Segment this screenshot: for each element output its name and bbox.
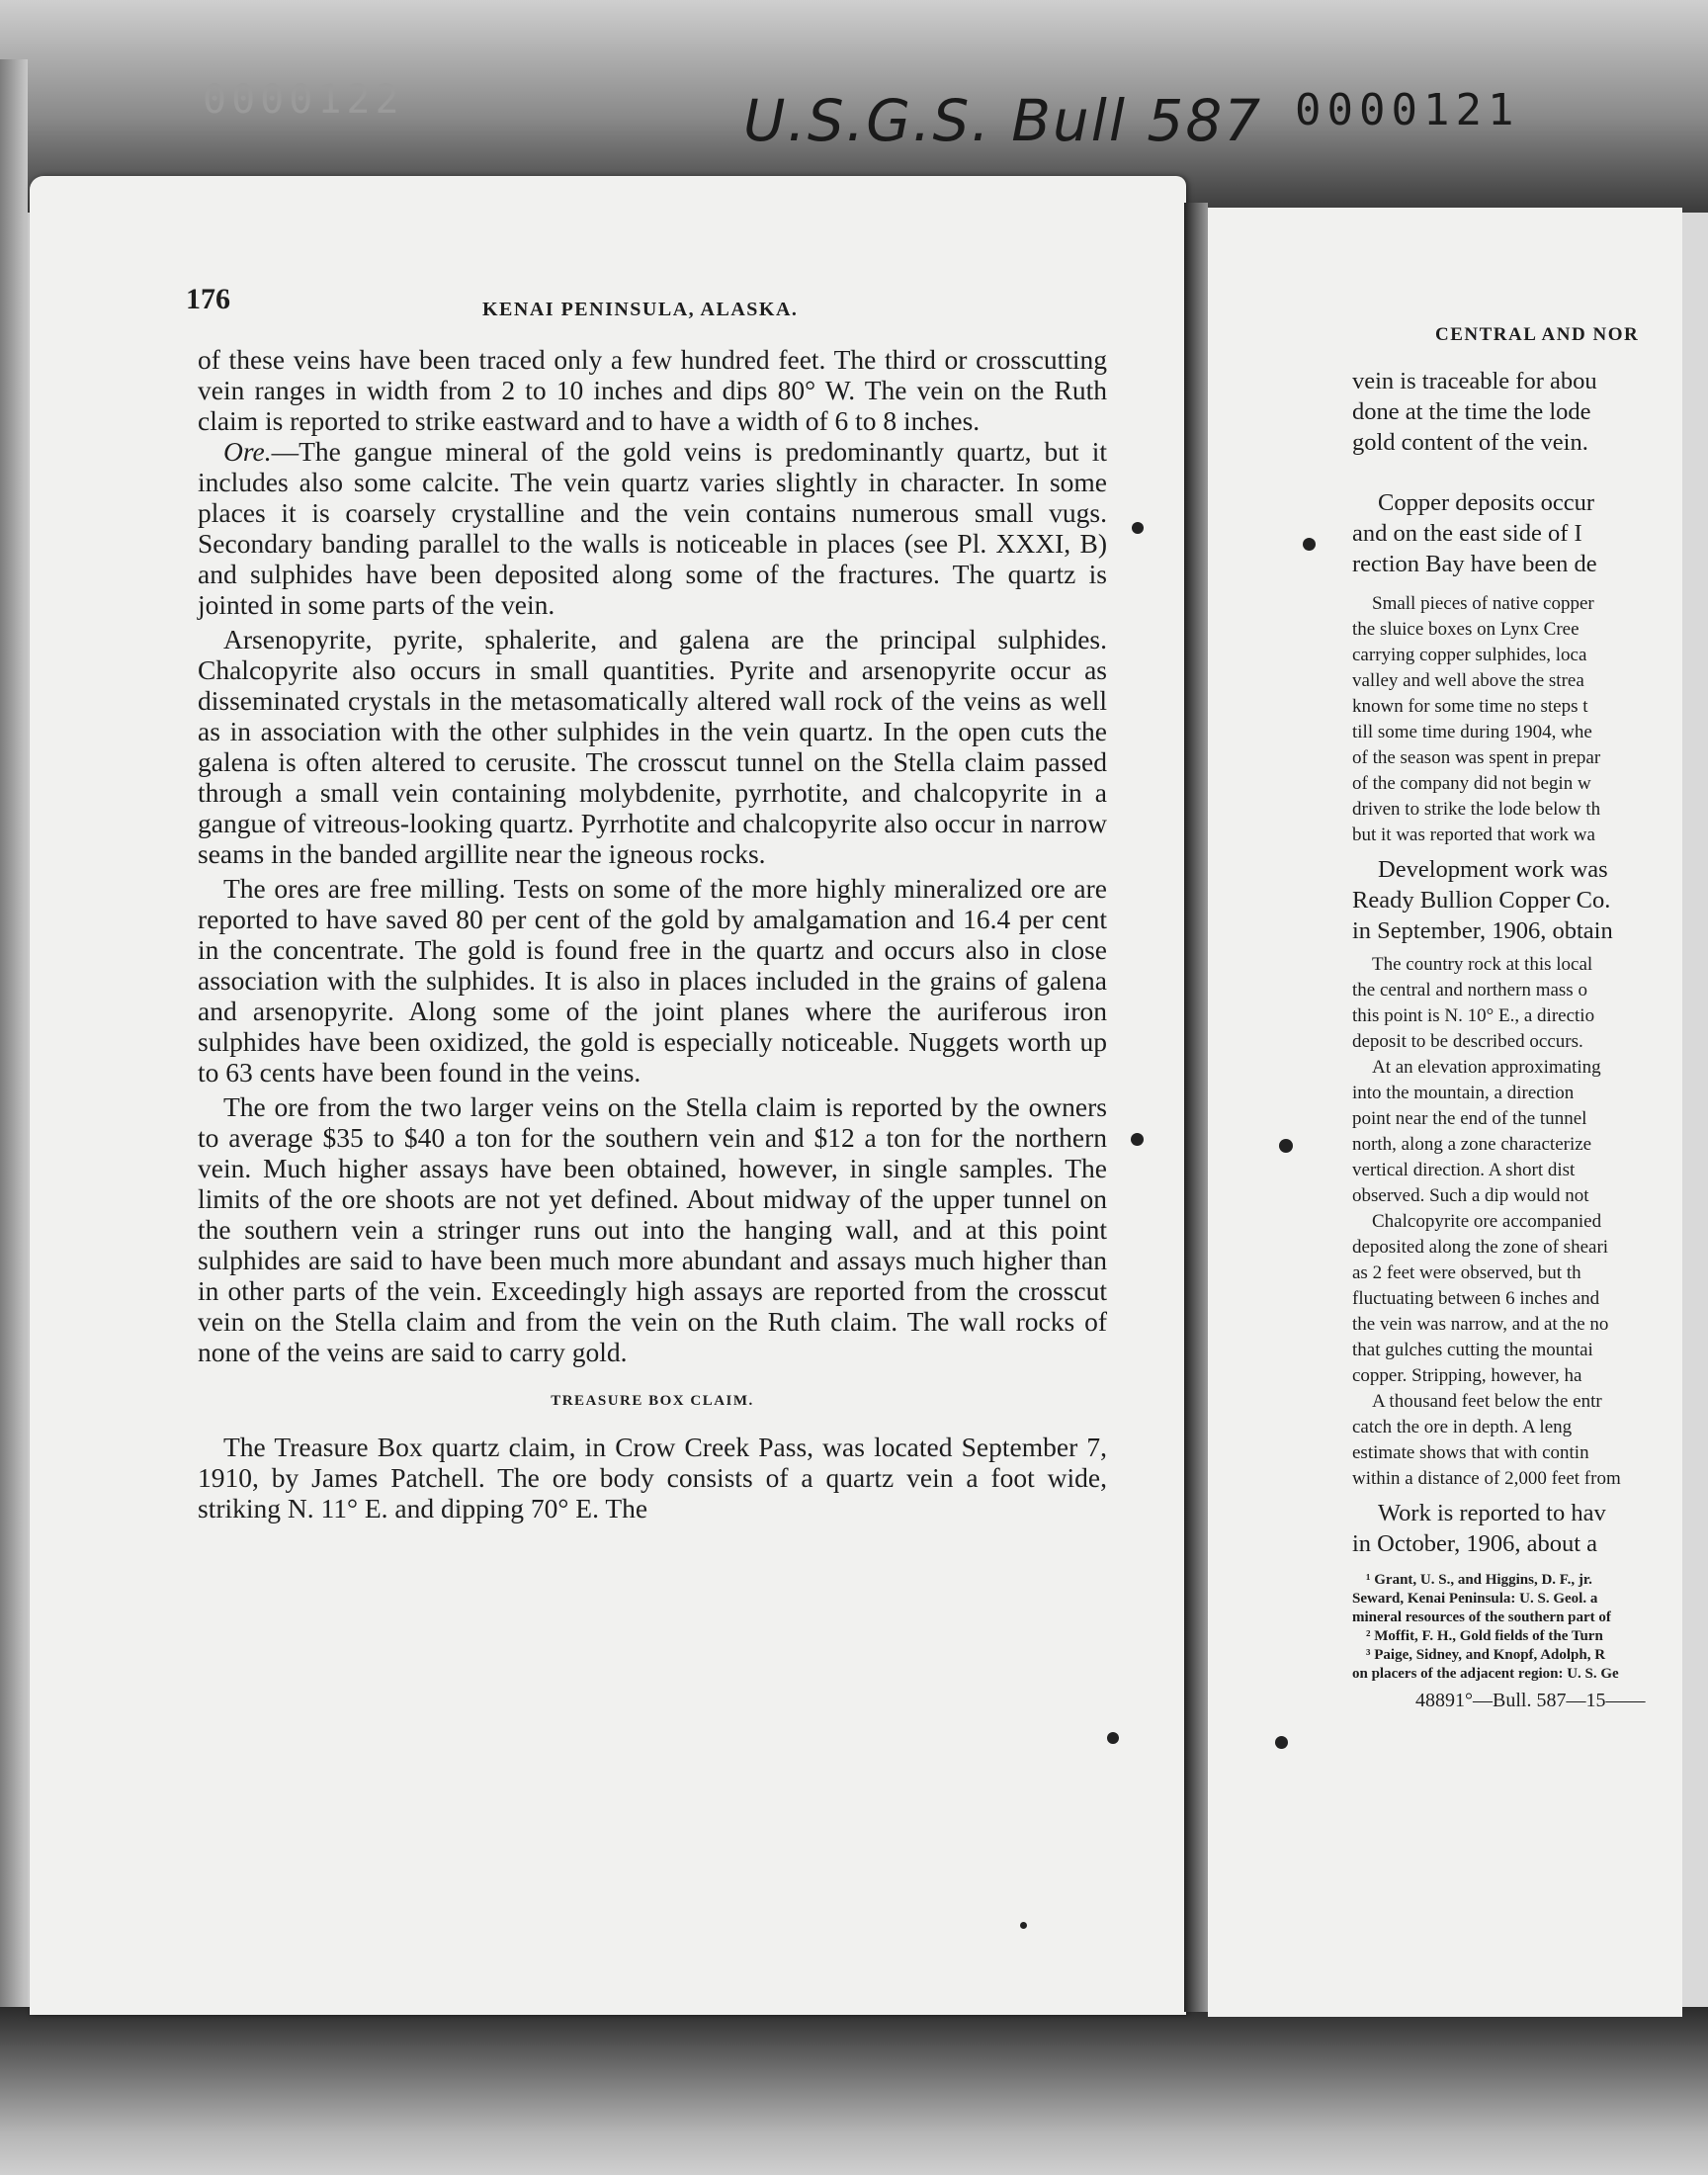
text-line: Work is reported to hav <box>1378 1500 1606 1526</box>
scan-background-left <box>0 59 28 2037</box>
text-line: driven to strike the lode below th <box>1352 799 1601 820</box>
text-line: The country rock at this local <box>1372 954 1593 975</box>
right-running-head: CENTRAL AND NOR <box>1435 324 1640 345</box>
text-line: in September, 1906, obtain <box>1352 917 1613 944</box>
text-line: and on the east side of I <box>1352 520 1582 547</box>
text-line: the central and northern mass o <box>1352 980 1587 1000</box>
footnote-line: mineral resources of the southern part of <box>1352 1610 1611 1625</box>
footnote-line: ¹ Grant, U. S., and Higgins, D. F., jr. <box>1366 1572 1592 1588</box>
left-page-body <box>198 344 1107 1523</box>
text-line: but it was reported that work wa <box>1352 825 1595 845</box>
text-line: Copper deposits occur <box>1378 489 1595 516</box>
text-line: Development work was <box>1378 856 1608 883</box>
text-line: this point is N. 10° E., a directio <box>1352 1005 1595 1026</box>
scan-speck <box>1279 1139 1293 1153</box>
text-line: of the season was spent in prepar <box>1352 747 1601 768</box>
text-line: gold content of the vein. <box>1352 429 1588 456</box>
text-line: At an elevation approximating <box>1372 1057 1601 1078</box>
paragraph-text: The gangue mineral of the gold veins is predominantly quartz, but it includes also some calcite. The vein quartz varies slightly in character. In some places it is coarsely crystalline and the vein contains numerous small vugs. Secondary banding parallel to the walls is noticeable in places (see Pl. XXXI, B) and sulphides have been deposited along some of the fractures. The quartz is jointed in some parts of the vein. <box>198 436 1107 620</box>
scan-speck <box>1275 1736 1288 1749</box>
paragraph: The Treasure Box quartz claim, in Crow Creek Pass, was located September 7, 1910, by James Patchell. The ore body consists of a quartz vein a foot wide, striking N. 11° E. and dipping 70° E. The <box>198 1432 1107 1523</box>
footnote-line: Seward, Kenai Peninsula: U. S. Geol. a <box>1352 1591 1598 1607</box>
text-line: the sluice boxes on Lynx Cree <box>1352 619 1580 640</box>
text-line: carrying copper sulphides, loca <box>1352 645 1587 665</box>
text-line: the vein was narrow, and at the no <box>1352 1314 1609 1335</box>
text-line: fluctuating between 6 inches and <box>1352 1288 1600 1309</box>
running-head: KENAI PENINSULA, ALASKA. <box>482 299 799 320</box>
footnote-line: ² Moffit, F. H., Gold fields of the Turn <box>1366 1628 1603 1644</box>
text-line: point near the end of the tunnel <box>1352 1108 1587 1129</box>
text-line: estimate shows that with contin <box>1352 1442 1589 1463</box>
text-line: catch the ore in depth. A leng <box>1352 1417 1573 1437</box>
paragraph: The ore from the two larger veins on the Stella claim is reported by the owners to average $35 to $40 a ton for the southern vein and $12 a ton for the northern vein. Much higher assays have been obtained, however, in single samples. The limits of the ore shoots are not yet defined. About midway of the upper tunnel on the southern vein a stringer runs out into the hanging wall, and at this point sulphides are said to have been much more abundant and assays much higher than in other parts of the vein. Exceedingly high assays are reported from the crosscut vein on the Stella claim and from the vein on the Ruth claim. The wall rocks of none of the veins are said to carry gold. <box>198 1091 1107 1367</box>
scan-speck <box>1303 538 1316 551</box>
print-line: 48891°—Bull. 587—15—— <box>1415 1690 1646 1711</box>
text-line: that gulches cutting the mountai <box>1352 1340 1593 1360</box>
text-line: deposit to be described occurs. <box>1352 1031 1583 1052</box>
text-line: observed. Such a dip would not <box>1352 1185 1589 1206</box>
handwritten-label: U.S.G.S. Bull 587 <box>743 87 1263 154</box>
page-number: 176 <box>186 283 230 315</box>
text-line: in October, 1906, about a <box>1352 1530 1598 1557</box>
text-line: rection Bay have been de <box>1352 551 1597 577</box>
text-line: Ready Bullion Copper Co. <box>1352 887 1611 914</box>
text-line: as 2 feet were observed, but th <box>1352 1262 1581 1283</box>
paragraph: Ore.—The gangue mineral of the gold veins is predominantly quartz, but it includes also some calcite. The vein quartz varies slightly in character. In some places it is coarsely crystalline and the vein contains numerous small vugs. Secondary banding parallel to the walls is noticeable in places (see Pl. XXXI, B) and sulphides have been deposited along some of the fractures. The quartz is jointed in some parts of the vein. <box>198 436 1107 620</box>
text-line: copper. Stripping, however, ha <box>1352 1365 1582 1386</box>
paragraph: Arsenopyrite, pyrite, sphalerite, and galena are the principal sulphides. Chalcopyrite also occurs in small quantities. Pyrite and arsenopyrite occur as disseminated crystals in the metasomatically altered wall rock of the veins as well as in association with the other sulphides in the vein quartz. In the open cuts the galena is often altered to cerusite. The crosscut tunnel on the Stella claim passed through a small vein containing molybdenite, pyrrhotite, and chalcopyrite in a gangue of vitreous-looking quartz. Pyrrhotite and chalcopyrite also occur in narrow seams in the banded argillite near the igneous rocks. <box>198 624 1107 869</box>
text-line: vein is traceable for abou <box>1352 368 1597 394</box>
text-line: done at the time the lode <box>1352 398 1591 425</box>
section-heading: TREASURE BOX CLAIM. <box>551 1393 754 1409</box>
scan-speck <box>1131 1133 1144 1146</box>
scan-speck <box>1107 1732 1119 1744</box>
text-line: within a distance of 2,000 feet from <box>1352 1468 1621 1489</box>
text-line: Small pieces of native copper <box>1372 593 1594 614</box>
text-line: of the company did not begin w <box>1352 773 1591 794</box>
scan-speck <box>1132 522 1144 534</box>
text-line: known for some time no steps t <box>1352 696 1588 717</box>
paragraph: of these veins have been traced only a few hundred feet. The third or crosscutting vein ranges in width from 2 to 10 inches and dips 80° W. The vein on the Ruth claim is reported to strike eastward and to have a width of 6 to 8 inches. <box>198 344 1107 436</box>
right-page-body <box>1352 366 1682 1713</box>
scan-background-bottom <box>0 2007 1708 2175</box>
text-line: into the mountain, a direction <box>1352 1083 1575 1103</box>
text-line: till some time during 1904, whe <box>1352 722 1592 742</box>
scan-speck <box>1020 1922 1027 1929</box>
footnote-line: on placers of the adjacent region: U. S. Ge <box>1352 1666 1619 1682</box>
book-gutter <box>1184 203 1208 2012</box>
text-line: north, along a zone characterize <box>1352 1134 1592 1155</box>
text-line: valley and well above the strea <box>1352 670 1584 691</box>
text-line: Chalcopyrite ore accompanied <box>1372 1211 1602 1232</box>
faint-stamp-number: 0000122 <box>203 77 404 123</box>
text-line: A thousand feet below the entr <box>1372 1391 1602 1412</box>
footnote-line: ³ Paige, Sidney, and Knopf, Adolph, R <box>1366 1647 1606 1663</box>
paragraph: The ores are free milling. Tests on some of the more highly mineralized ore are reported to have saved 80 per cent of the gold by amalgamation and 16.4 per cent in the concentrate. The gold is found free in the quartz and occurs also in close association with the sulphides. It is also in places included in the grains of galena and arsenopyrite. Along some of the joint planes where the auriferous iron sulphides have been oxidized, the gold is especially noticeable. Nuggets worth up to 63 cents have been found in the veins. <box>198 873 1107 1088</box>
text-line: vertical direction. A short dist <box>1352 1160 1576 1180</box>
ore-label: Ore. <box>223 436 272 467</box>
text-line: deposited along the zone of sheari <box>1352 1237 1609 1258</box>
stamp-number: 0000121 <box>1295 85 1520 135</box>
